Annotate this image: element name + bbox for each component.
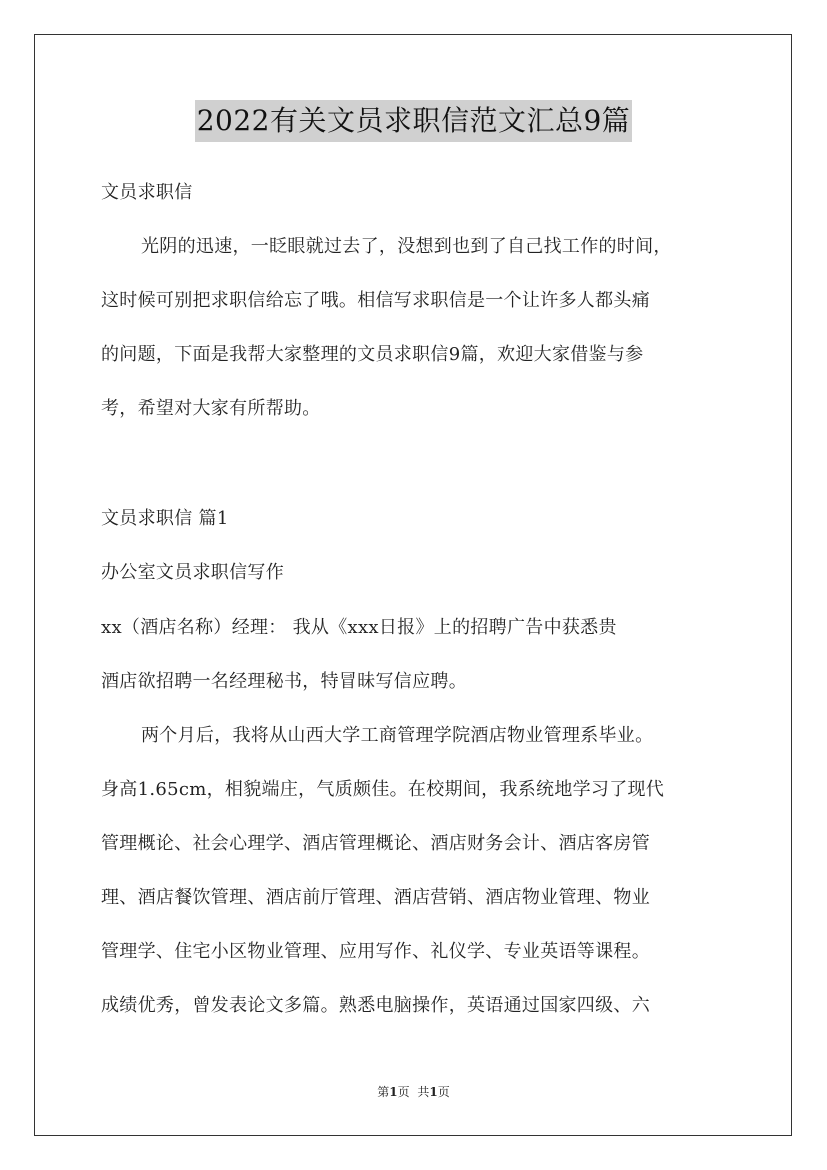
paragraph-line: 管理学、住宅小区物业管理、应用写作、礼仪学、专业英语等课程。 [101,941,650,962]
paragraph-line: 酒店欲招聘一名经理秘书，特冒昧写信应聘。 [101,671,467,692]
paragraph-line: 的问题，下面是我帮大家整理的文员求职信9篇，欢迎大家借鉴与参 [101,344,644,365]
title-wrap [0,100,827,142]
paragraph-line: 管理概论、社会心理学、酒店管理概论、酒店财务会计、酒店客房管 [101,833,650,854]
paragraph-line: 两个月后，我将从山西大学工商管理学院酒店物业管理系毕业。 [141,725,654,746]
page-number: 1 [389,1085,398,1099]
footer-page-suffix: 页 [397,1085,410,1099]
footer-total-prefix: 共 [417,1085,430,1099]
paragraph-line: 这时候可别把求职信给忘了哦。相信写求职信是一个让许多人都头痛 [101,290,650,311]
footer-total-suffix: 页 [437,1085,450,1099]
page-footer [0,1083,827,1100]
paragraph-line: 考，希望对大家有所帮助。 [101,398,321,419]
article-heading: 文员求职信 篇1 [101,508,229,529]
paragraph-line: 理、酒店餐饮管理、酒店前厅管理、酒店营销、酒店物业管理、物业 [101,887,650,908]
document-title: 2022有关文员求职信范文汇总9篇 [195,100,633,142]
section-heading: 文员求职信 [101,182,193,203]
total-pages: 1 [429,1085,438,1099]
salutation-line: xx（酒店名称）经理： 我从《xxx日报》上的招聘广告中获悉贵 [101,617,617,638]
paragraph-line: 身高1.65cm，相貌端庄，气质颇佳。在校期间，我系统地学习了现代 [101,779,665,800]
footer-prefix: 第 [377,1085,390,1099]
article-subheading: 办公室文员求职信写作 [101,562,284,583]
paragraph-line: 光阴的迅速，一眨眼就过去了，没想到也到了自己找工作的时间， [141,236,672,257]
paragraph-line: 成绩优秀，曾发表论文多篇。熟悉电脑操作，英语通过国家四级、六 [101,995,650,1016]
